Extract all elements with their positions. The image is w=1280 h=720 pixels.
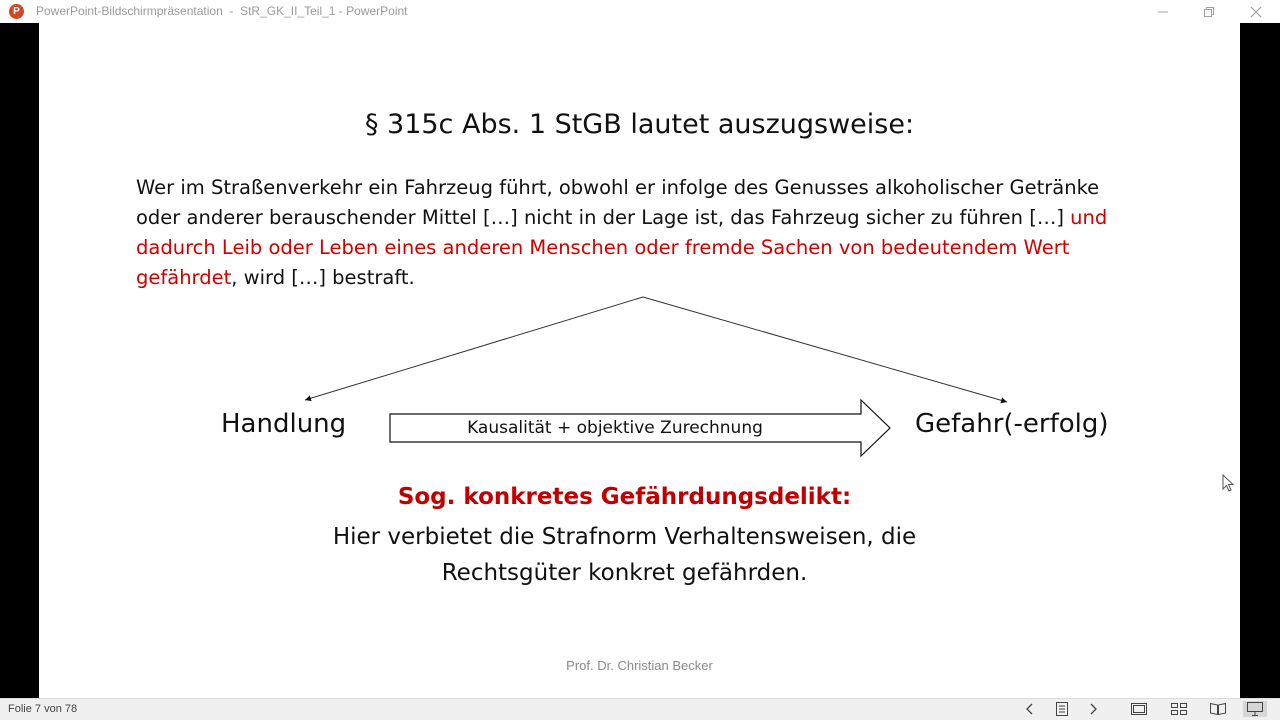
- restore-icon: [1204, 7, 1214, 17]
- delikt-line-1: Hier verbietet die Strafnorm Verhaltensweisen, die: [332, 524, 917, 550]
- left-connector-line: [305, 297, 643, 400]
- minimize-icon: [1158, 7, 1168, 17]
- quote-text-highlight: und dadurch Leib oder Leben eines anderen Menschen oder fremde Sachen von bedeutendem Wert gefährdet: [136, 206, 1108, 289]
- restore-button[interactable]: [1186, 0, 1232, 23]
- quote-text-part2: , wird […] bestraft.: [231, 266, 415, 289]
- powerpoint-app-icon: P: [9, 4, 24, 19]
- minimize-button[interactable]: [1140, 0, 1186, 23]
- normal-view-button[interactable]: [1129, 701, 1149, 717]
- slide-footer: Prof. Dr. Christian Becker: [566, 658, 713, 673]
- slide-counter: Folie 7 von 78: [8, 703, 78, 715]
- next-slide-icon: [1088, 703, 1098, 715]
- previous-slide-button[interactable]: [1020, 701, 1040, 717]
- close-icon: [1250, 6, 1262, 18]
- quote-text-part1: Wer im Straßenverkehr ein Fahrzeug führt, obwohl er infolge des Genusses alkoholischer Getränke oder anderer berauschender Mittel […] nicht in der Lage ist, das Fahrzeug sicher zu führen […]: [136, 176, 1100, 229]
- title-bar: [0, 0, 1280, 23]
- normal-view-icon: [1131, 703, 1147, 715]
- causality-label: Kausalität + objektive Zurechnung: [467, 418, 763, 438]
- slide-sorter-button[interactable]: [1169, 701, 1189, 717]
- slideshow-button[interactable]: [1243, 701, 1267, 717]
- window-title: PowerPoint-Bildschirmpräsentation - StR_GK_II_Teil_1 - PowerPoint: [36, 4, 408, 18]
- gefahr-label: Gefahr(-erfolg): [915, 409, 1109, 439]
- next-slide-button[interactable]: [1083, 701, 1103, 717]
- slide-menu-button[interactable]: [1052, 701, 1072, 717]
- slide-sorter-icon: [1171, 703, 1187, 715]
- slide-menu-icon: [1056, 702, 1068, 716]
- right-connector-line: [643, 297, 1007, 402]
- delikt-heading: Sog. konkretes Gefährdungsdelikt:: [397, 484, 852, 510]
- diagram-lines: [39, 23, 1240, 698]
- slide-canvas[interactable]: [39, 23, 1240, 698]
- delikt-line-2: Rechtsgüter konkret gefährden.: [441, 560, 808, 586]
- slideshow-icon: [1247, 702, 1263, 716]
- mouse-pointer-icon: [1222, 474, 1236, 494]
- slide-title: § 315c Abs. 1 StGB lautet auszugsweise:: [364, 109, 915, 140]
- delikt-description: [39, 519, 1240, 591]
- handlung-label: Handlung: [221, 409, 347, 439]
- close-button[interactable]: [1233, 0, 1279, 23]
- status-bar: [0, 698, 1280, 720]
- reading-view-icon: [1210, 703, 1226, 715]
- reading-view-button[interactable]: [1208, 701, 1228, 717]
- previous-slide-icon: [1025, 703, 1035, 715]
